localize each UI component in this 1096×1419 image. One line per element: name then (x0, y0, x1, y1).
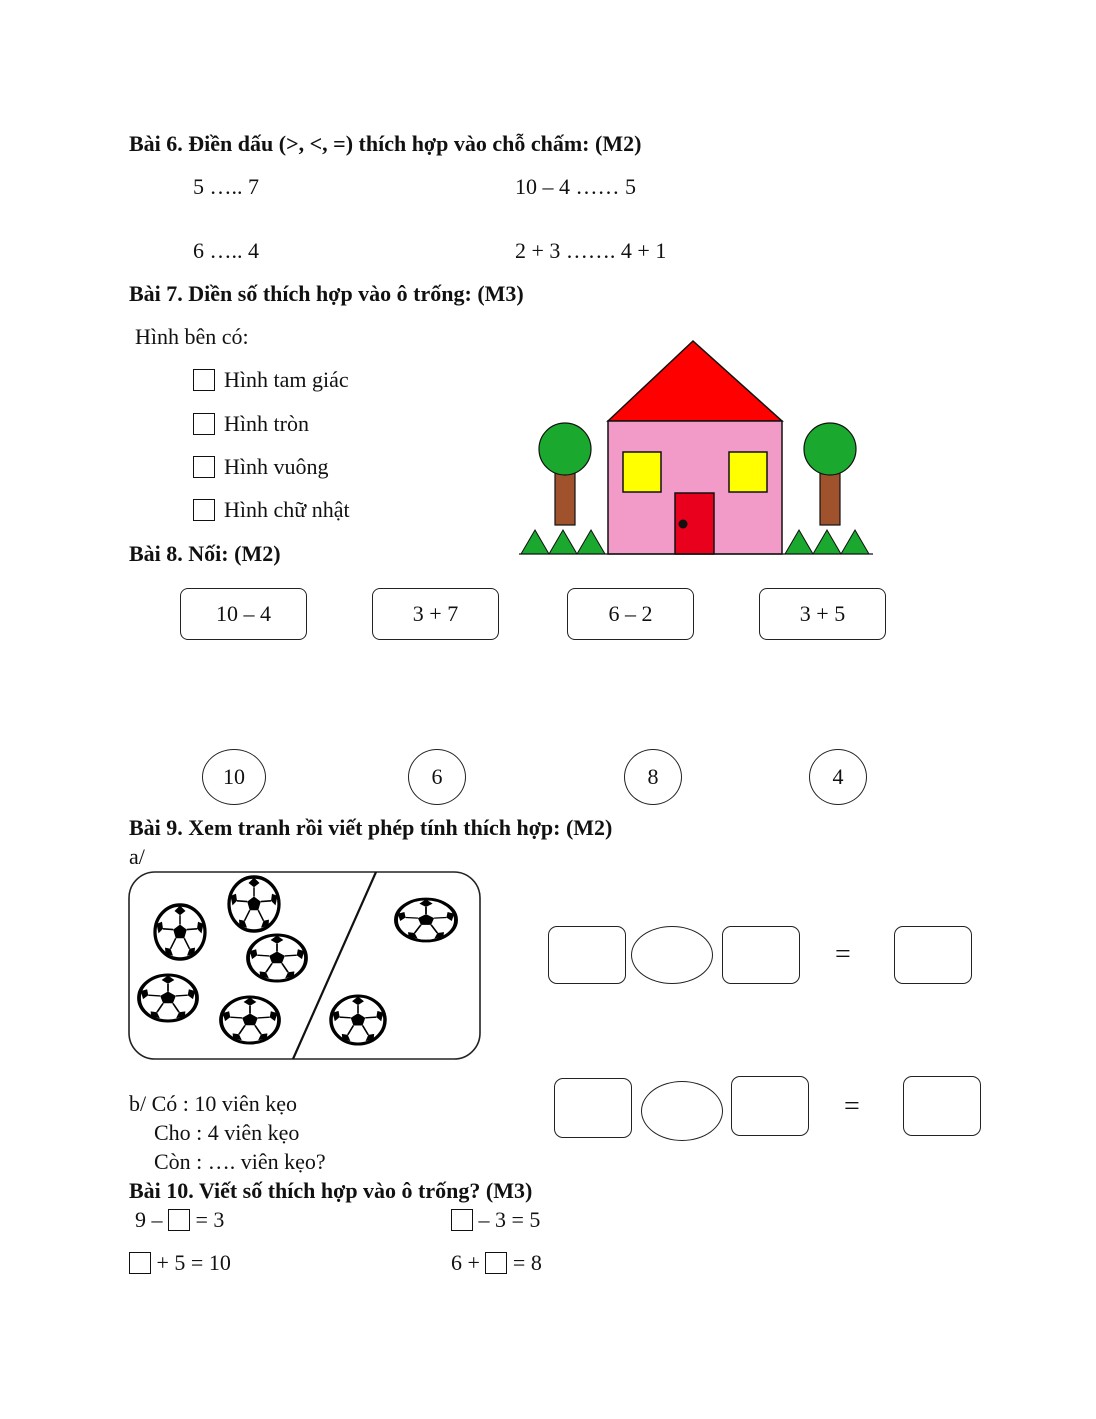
option-rectangle-label: Hình chữ nhật (224, 497, 350, 522)
soccer-ball-icon (396, 899, 456, 941)
soccer-ball-icon (229, 877, 279, 931)
option-circle-label: Hình tròn (224, 411, 309, 436)
soccer-ball-icon (248, 935, 306, 981)
bai10-item-2-after: – 3 = 5 (473, 1207, 541, 1232)
bai10-item-2 (451, 1207, 540, 1233)
result-circle-4[interactable]: 4 (809, 749, 867, 805)
bai10-item-1-after: = 3 (190, 1207, 225, 1232)
expression-box-4[interactable]: 3 + 5 (759, 588, 886, 640)
tree-left-trunk (555, 473, 575, 525)
checkbox-circle[interactable] (193, 413, 215, 435)
door-knob (679, 520, 688, 529)
answer-oval-a[interactable] (631, 926, 713, 984)
roof-triangle (608, 341, 782, 421)
bai7-intro: Hình bên có: (135, 324, 249, 349)
checkbox-rectangle[interactable] (193, 499, 215, 521)
expression-box-3[interactable]: 6 – 2 (567, 588, 694, 640)
answer-box-a-2[interactable] (722, 926, 800, 984)
bai9-part-a: a/ (129, 844, 145, 869)
soccer-ball-icon (221, 997, 279, 1043)
soccer-ball-icon (331, 996, 385, 1044)
equals-sign-a: = (835, 939, 851, 970)
answer-box-a-result[interactable] (894, 926, 972, 984)
bai6-title: Bài 6. Điền dấu (>, <, =) thích hợp vào chỗ chấm: (M2) (129, 131, 642, 156)
blank-box[interactable] (451, 1209, 473, 1231)
bai9-part-b-line-2: Cho : 4 viên kẹo (154, 1120, 300, 1145)
bai10-item-1-before: 9 – (135, 1207, 168, 1232)
window-right (729, 452, 767, 492)
result-circle-3[interactable]: 8 (624, 749, 682, 805)
window-left (623, 452, 661, 492)
option-square-label: Hình vuông (224, 454, 329, 479)
soccer-balls-picture (128, 870, 482, 1061)
bai10-item-3-after: + 5 = 10 (151, 1250, 231, 1275)
answer-box-b-1[interactable] (554, 1078, 632, 1138)
checkbox-square[interactable] (193, 456, 215, 478)
house-illustration (515, 338, 880, 560)
blank-box[interactable] (129, 1252, 151, 1274)
answer-box-a-1[interactable] (548, 926, 626, 984)
bai7-title: Bài 7. Diền số thích hợp vào ô trống: (M3) (129, 281, 524, 306)
bai6-item-1: 5 ….. 7 (193, 174, 259, 199)
equals-sign-b: = (844, 1091, 860, 1122)
bai10-item-4-after: = 8 (507, 1250, 542, 1275)
checkbox-triangle[interactable] (193, 369, 215, 391)
option-triangle-label: Hình tam giác (224, 367, 349, 392)
expression-box-2[interactable]: 3 + 7 (372, 588, 499, 640)
expression-box-1[interactable]: 10 – 4 (180, 588, 307, 640)
result-circle-1[interactable]: 10 (202, 749, 266, 805)
answer-oval-b[interactable] (641, 1081, 723, 1141)
blank-box[interactable] (168, 1209, 190, 1231)
result-circle-2[interactable]: 6 (408, 749, 466, 805)
bai10-item-4-before: 6 + (451, 1250, 486, 1275)
soccer-ball-icon (155, 905, 205, 959)
answer-box-b-2[interactable] (731, 1076, 809, 1136)
blank-box[interactable] (485, 1252, 507, 1274)
answer-box-b-result[interactable] (903, 1076, 981, 1136)
tree-left-crown (539, 423, 591, 475)
bai9-title: Bài 9. Xem tranh rồi viết phép tính thích hợp: (M2) (129, 815, 613, 840)
bai9-part-b-line-3: Còn : …. viên kẹo? (154, 1149, 326, 1174)
bai6-item-4: 2 + 3 ……. 4 + 1 (515, 238, 667, 263)
tree-right-crown (804, 423, 856, 475)
bai10-title: Bài 10. Viết số thích hợp vào ô trống? (M3) (129, 1178, 533, 1203)
bai10-item-1 (135, 1207, 224, 1233)
bai6-item-2: 10 – 4 …… 5 (515, 174, 636, 199)
bai6-item-3: 6 ….. 4 (193, 238, 259, 263)
bai10-item-4 (451, 1250, 542, 1276)
tree-right-trunk (820, 473, 840, 525)
bai9-part-b-line-1: b/ Có : 10 viên kẹo (129, 1091, 298, 1116)
bai8-title: Bài 8. Nối: (M2) (129, 541, 281, 566)
soccer-ball-icon (139, 975, 197, 1021)
bai10-item-3 (129, 1250, 231, 1276)
